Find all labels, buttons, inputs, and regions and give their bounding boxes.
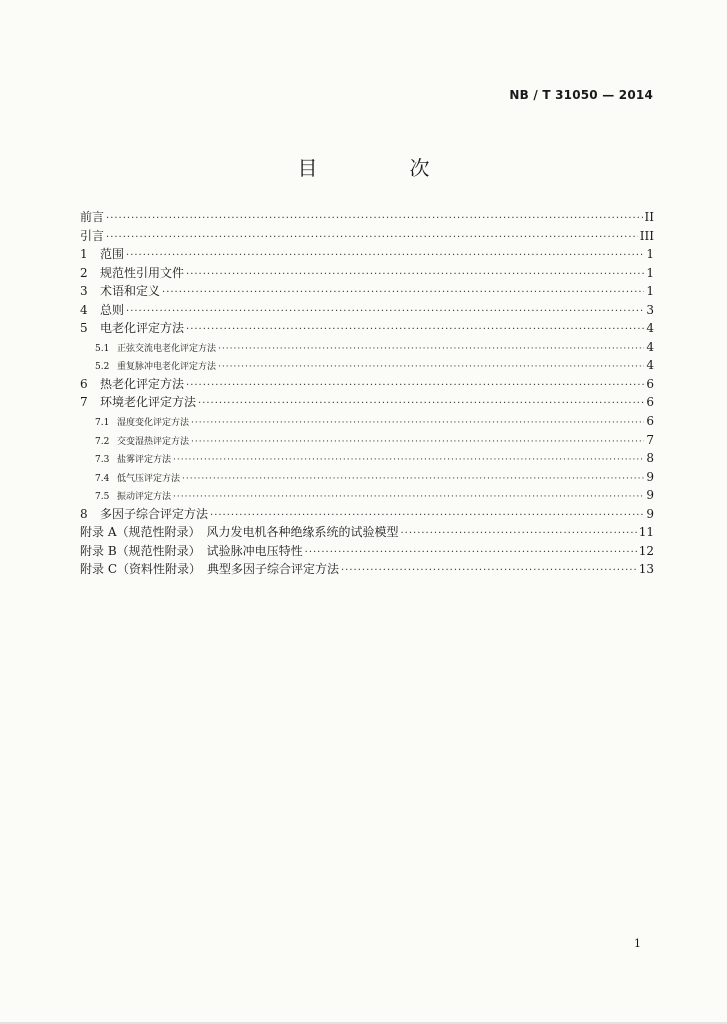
toc-entry[interactable] [80,375,654,394]
toc-leader-dots [186,264,644,285]
toc-entry-number: 6 [80,376,88,391]
toc-leader-dots [106,208,643,229]
toc-entry[interactable] [80,449,654,468]
toc-entry-page: 7 [646,432,654,447]
toc-entry-page: 11 [638,525,654,540]
toc-entry-page: 9 [646,469,654,484]
toc-leader-dots [341,560,637,581]
toc-entry[interactable] [80,356,654,375]
toc-entry-page: 6 [646,414,654,429]
toc-leader-dots [186,319,644,340]
toc-entry-number: 1 [80,247,88,262]
toc-leader-dots [106,227,638,248]
toc-entry-number: 2 [80,265,88,280]
toc-entry-title: 电老化评定方法 [100,321,185,336]
toc-entry-page: 1 [646,247,654,262]
toc-entry-title: 总则 [100,302,125,317]
toc-entry-title: 引言 [80,228,105,243]
toc-entry-page: 9 [646,506,654,521]
toc-entry-title: 振动评定方法 [117,492,172,503]
toc-entry[interactable] [80,264,654,283]
toc-entry-title: 交变湿热评定方法 [117,436,190,447]
toc-entry-page: 4 [646,358,654,373]
toc-entry-number: 7.2 [95,436,110,447]
toc-entry[interactable] [80,245,654,264]
toc-entry-title: 附录 A（规范性附录） 风力发电机各种绝缘系统的试验模型 [80,525,399,540]
toc-entry-number: 7 [80,395,88,410]
toc-entry-page: 4 [646,339,654,354]
toc-entry-number: 5.2 [95,362,110,373]
toc-entry[interactable] [80,393,654,412]
toc-entry-number: 5 [80,321,88,336]
toc-leader-dots [126,245,644,266]
toc-entry[interactable] [80,227,654,246]
toc-entry-page: 6 [646,395,654,410]
toc-entry-page: 13 [638,562,654,577]
toc-leader-dots [173,451,644,470]
toc-entry-page: 8 [646,451,654,466]
toc-entry[interactable] [80,412,654,431]
toc-entry-page: II [644,210,654,224]
toc-entry-page: 3 [646,302,654,317]
toc-entry-title: 湿度变化评定方法 [117,418,190,429]
toc-entry-number: 5.1 [95,343,110,354]
toc-entry-title: 环境老化评定方法 [100,395,197,410]
page-number: 1 [634,937,641,950]
toc-entry-title: 盐雾评定方法 [117,455,172,466]
toc-entry[interactable] [80,301,654,320]
toc-leader-dots [305,542,637,563]
toc-entry[interactable] [80,431,654,450]
toc-entry-title: 附录 C（资料性附录） 典型多因子综合评定方法 [80,562,339,577]
toc-entry[interactable] [80,486,654,505]
toc-entry-title: 正弦交流电老化评定方法 [117,343,217,354]
toc-entry[interactable] [80,338,654,357]
toc-entry[interactable] [80,505,654,524]
toc-entry-title: 重复脉冲电老化评定方法 [117,362,217,373]
toc-entry-number: 4 [80,302,88,317]
toc-entry-number: 7.1 [95,418,110,429]
toc-entry-page: 1 [646,284,654,299]
toc-leader-dots [191,433,644,452]
toc-leader-dots [400,523,636,544]
toc-entry[interactable] [80,523,654,542]
toc-leader-dots [210,505,644,526]
toc-title: 目 次 [297,156,466,180]
toc-entry-page: 9 [646,488,654,503]
toc-entry-number: 3 [80,284,88,299]
toc-entry[interactable] [80,560,654,579]
toc-entry-title: 规范性引用文件 [100,265,185,280]
toc-entry-title: 热老化评定方法 [100,376,185,391]
table-of-contents [80,208,654,579]
toc-leader-dots [182,470,644,489]
toc-entry-page: III [639,228,654,243]
toc-entry-page: 4 [646,321,654,336]
toc-leader-dots [198,393,644,414]
toc-entry-page: 6 [646,376,654,391]
toc-entry-number: 7.4 [95,473,110,484]
toc-entry-page: 12 [638,543,654,558]
toc-entry[interactable] [80,468,654,487]
toc-entry[interactable] [80,282,654,301]
toc-entry[interactable] [80,319,654,338]
toc-entry[interactable] [80,208,654,227]
toc-entry-title: 低气压评定方法 [117,473,181,484]
toc-entry[interactable] [80,542,654,561]
toc-entry-title: 多因子综合评定方法 [100,506,209,521]
toc-entry-number: 7.5 [95,492,110,503]
toc-leader-dots [162,282,644,303]
standard-number: NB / T 31050 — 2014 [509,88,653,102]
toc-entry-title: 范围 [100,247,125,262]
toc-leader-dots [186,375,644,396]
toc-leader-dots [126,301,644,322]
toc-leader-dots [191,414,644,433]
toc-leader-dots [218,340,644,359]
toc-entry-number: 8 [80,506,88,521]
toc-entry-title: 术语和定义 [100,284,161,299]
toc-entry-title: 前言 [80,210,105,224]
toc-entry-number: 7.3 [95,455,110,466]
toc-entry-page: 1 [646,265,654,280]
toc-entry-title: 附录 B（规范性附录） 试验脉冲电压特性 [80,543,303,558]
